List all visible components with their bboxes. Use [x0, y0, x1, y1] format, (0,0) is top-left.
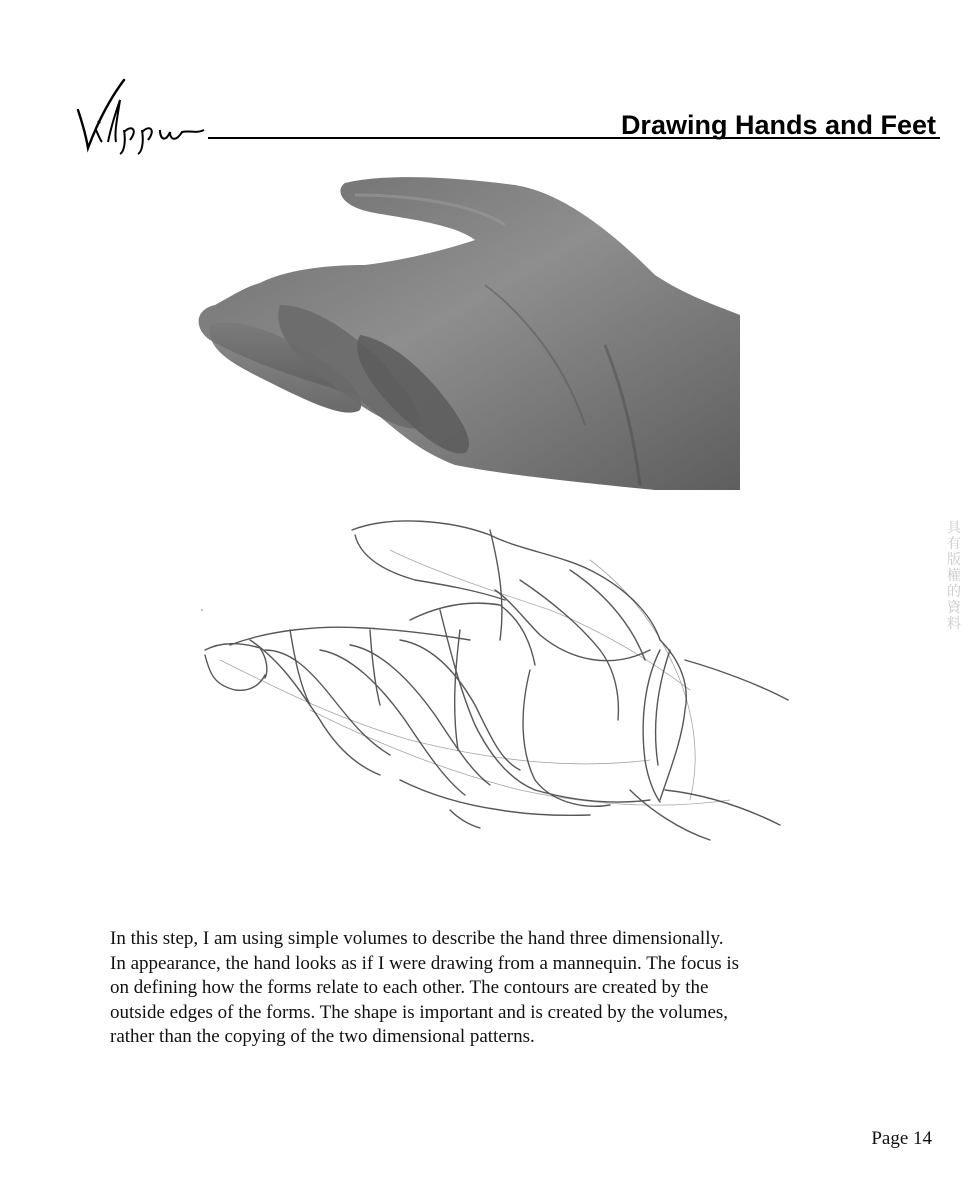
- page-number: Page 14: [871, 1128, 932, 1149]
- body-paragraph: [110, 927, 910, 1050]
- hand-sketch-drawing: [190, 510, 800, 850]
- body-line: on defining how the forms relate to each other. The contours are created by the: [110, 977, 709, 998]
- body-line: In appearance, the hand looks as if I were drawing from a mannequin. The focus is: [110, 952, 740, 974]
- body-line: In this step, I am using simple volumes to describe the hand three dimensionally.: [110, 928, 724, 949]
- page-title: Drawing Hands and Feet: [620, 110, 936, 140]
- side-watermark: 具有版權的資料: [947, 520, 961, 632]
- body-line: rather than the copying of the two dimensional patterns.: [110, 1026, 535, 1047]
- page-header: [0, 0, 980, 160]
- hand-photo: [185, 165, 740, 490]
- body-line: outside edges of the forms. The shape is important and is created by the volumes,: [110, 1001, 729, 1023]
- vilppu-signature-logo: [72, 70, 222, 155]
